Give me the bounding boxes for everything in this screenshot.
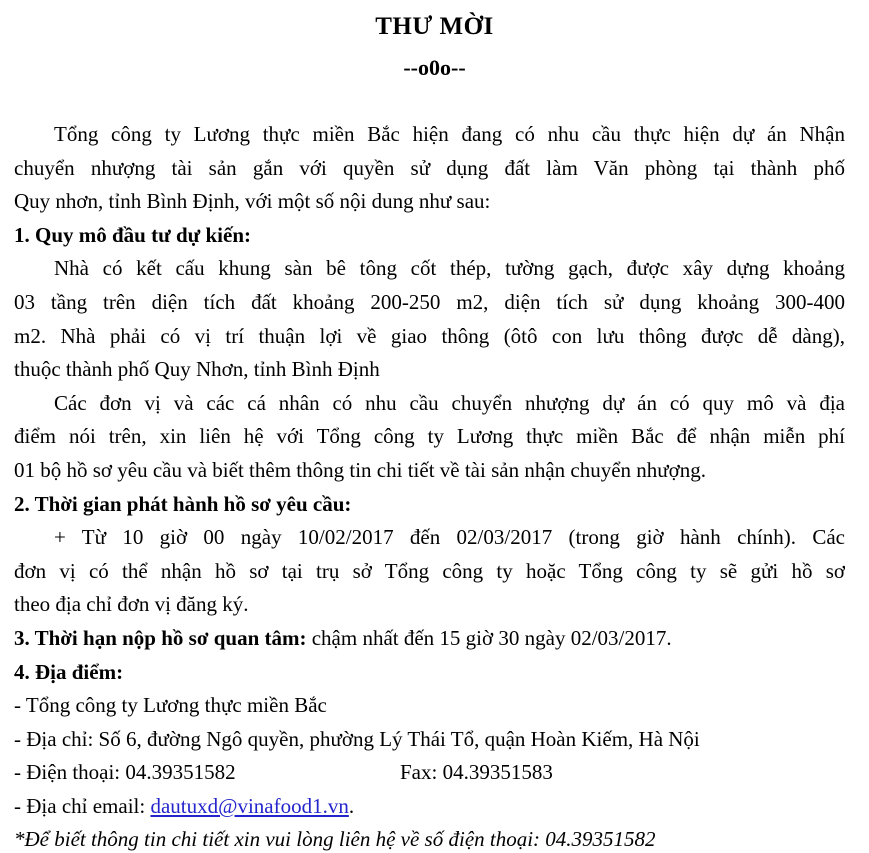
issuance-line-1: [14, 521, 845, 555]
location-company: [14, 689, 845, 723]
investment-line-2: [14, 286, 845, 320]
location-address-seg-0: - Địa chỉ: Số 6, đường Ngô quyền, phường Lý Thái Tổ, quận Hoàn Kiếm, Hà Nội: [14, 726, 700, 751]
contact-intro-line-3-seg-0: 01 bộ hồ sơ yêu cầu và biết thêm thông tin chi tiết về tài sản nhận chuyển nhượng.: [14, 457, 707, 482]
investment-line-4: [14, 353, 845, 387]
document-body: [14, 118, 845, 853]
heading-investment-scale-seg-0: 1. Quy mô đầu tư dự kiến:: [14, 222, 251, 247]
intro-line-3-seg-0: Quy nhơn, tỉnh Bình Định, với một số nội dung như sau:: [14, 189, 491, 214]
issuance-line-2-seg-0: đơn vị có thể nhận hồ sơ tại trụ sở Tổng công ty hoặc Tổng công ty sẽ gửi hồ sơ: [14, 558, 845, 583]
heading-location-seg-0: 4. Địa điểm:: [14, 659, 124, 684]
footnote-seg-0: *Để biết thông tin chi tiết xin vui lòng liên hệ về số điện thoại: 04.39351582: [14, 827, 656, 852]
contact-intro-line-1-seg-0: Các đơn vị và các cá nhân có nhu cầu chuyển nhượng dự án có quy mô và địa: [54, 390, 845, 415]
investment-line-1: [14, 252, 845, 286]
issuance-line-1-seg-0: + Từ 10 giờ 00 ngày 10/02/2017 đến 02/03/2017 (trong giờ hành chính). Các: [54, 525, 845, 550]
intro-line-2: [14, 152, 845, 186]
location-company-seg-0: - Tổng công ty Lương thực miền Bắc: [14, 693, 327, 718]
heading-location: [14, 656, 845, 690]
intro-line-2-seg-0: chuyển nhượng tài sản gắn với quyền sử dụng đất làm Văn phòng tại thành phố: [14, 155, 845, 180]
page-title: THƯ MỜI: [375, 13, 494, 40]
issuance-line-3-seg-0: theo địa chỉ đơn vị đăng ký.: [14, 592, 249, 617]
investment-line-3: [14, 320, 845, 354]
investment-line-1-seg-0: Nhà có kết cấu khung sàn bê tông cốt thép, tường gạch, được xây dựng khoảng: [54, 256, 845, 281]
location-phone-fax-seg-1: Fax: 04.39351583: [400, 760, 553, 785]
investment-line-3-seg-0: m2. Nhà phải có vị trí thuận lợi về giao thông (ôtô con lưu thông được dễ dàng),: [14, 323, 845, 348]
divider-text: --o0o--: [403, 55, 466, 80]
contact-intro-line-2-seg-0: điểm nói trên, xin liên hệ với Tổng công ty Lương thực miền Bắc để nhận miễn phí: [14, 424, 845, 449]
location-email-seg-2: .: [348, 793, 355, 818]
heading-issuance-time: [14, 488, 845, 522]
heading-investment-scale: [14, 219, 845, 253]
investment-line-4-seg-0: thuộc thành phố Quy Nhơn, tỉnh Bình Định: [14, 357, 380, 382]
contact-intro-line-2: [14, 420, 845, 454]
location-address: [14, 723, 845, 757]
contact-intro-line-1: [14, 387, 845, 421]
contact-intro-line-3: [14, 454, 845, 488]
intro-line-3: [14, 185, 845, 219]
email-link[interactable]: dautuxd@vinafood1.vn: [150, 793, 349, 818]
intro-line-1-seg-0: Tổng công ty Lương thực miền Bắc hiện đang có nhu cầu thực hiện dự án Nhận: [54, 122, 845, 146]
heading-issuance-time-seg-0: 2. Thời gian phát hành hồ sơ yêu cầu:: [14, 491, 352, 516]
location-email: [14, 790, 845, 824]
location-phone-fax-seg-0: - Điện thoại: 04.39351582: [14, 760, 236, 785]
investment-line-2-seg-0: 03 tầng trên diện tích đất khoảng 200-250 m2, diện tích sử dụng khoảng 300-400: [14, 289, 845, 314]
deadline-line: [14, 622, 845, 656]
deadline-line-seg-1: chậm nhất đến 15 giờ 30 ngày 02/03/2017.: [306, 625, 672, 650]
location-email-seg-0: - Địa chỉ email:: [14, 793, 151, 818]
issuance-line-2: [14, 555, 845, 589]
deadline-line-seg-0: 3. Thời hạn nộp hồ sơ quan tâm:: [14, 625, 307, 650]
location-phone-fax: [14, 756, 845, 790]
intro-line-1: [14, 118, 845, 152]
footnote: [14, 823, 845, 853]
issuance-line-3: [14, 588, 845, 622]
